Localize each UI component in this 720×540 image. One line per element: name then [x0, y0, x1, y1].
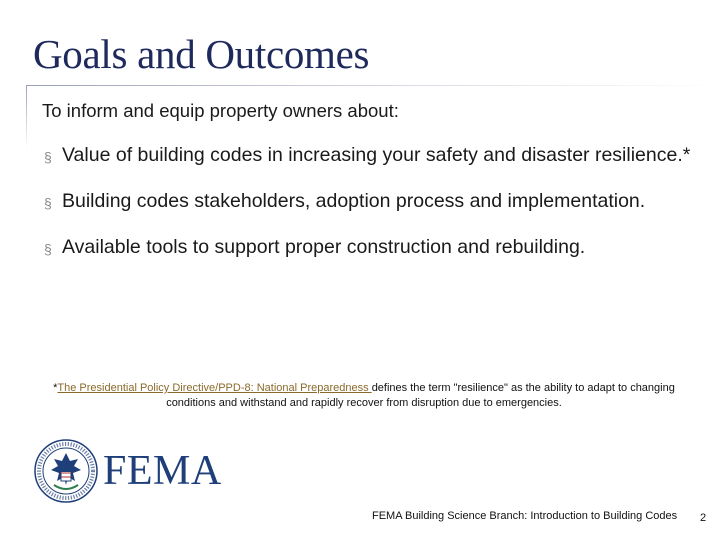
bullet-marker-icon: § — [44, 149, 52, 165]
title-divider-vertical — [26, 85, 27, 149]
ppd8-link[interactable]: The Presidential Policy Directive/PPD-8: National Preparedness — [57, 382, 372, 394]
fema-wordmark: FEMA — [103, 448, 222, 494]
footnote-text: defines the term "resilience" as the ability to adapt to changing conditions and withstand and rapidly recover from disruption due to emergencies. — [166, 382, 675, 409]
intro-text: To inform and equip property owners about: — [42, 100, 399, 121]
footer-text: FEMA Building Science Branch: Introduction to Building Codes — [372, 510, 678, 522]
bullet-list — [44, 143, 704, 281]
bullet-item — [44, 235, 704, 260]
bullet-marker-icon: § — [44, 195, 52, 211]
dhs-seal-icon — [34, 439, 98, 503]
bullet-item — [44, 189, 704, 214]
page-number: 2 — [700, 512, 707, 524]
bullet-text: Value of building codes in increasing your safety and disaster resilience.* — [62, 144, 691, 166]
footnote — [44, 381, 684, 411]
bullet-item — [44, 143, 704, 168]
fema-logo — [34, 439, 222, 503]
title-divider — [26, 85, 720, 86]
bullet-marker-icon: § — [44, 241, 52, 257]
bullet-text: Available tools to support proper construction and rebuilding. — [62, 236, 586, 258]
slide-title: Goals and Outcomes — [33, 31, 370, 77]
footnote-marker: * — [53, 382, 58, 394]
bullet-text: Building codes stakeholders, adoption process and implementation. — [62, 190, 646, 212]
